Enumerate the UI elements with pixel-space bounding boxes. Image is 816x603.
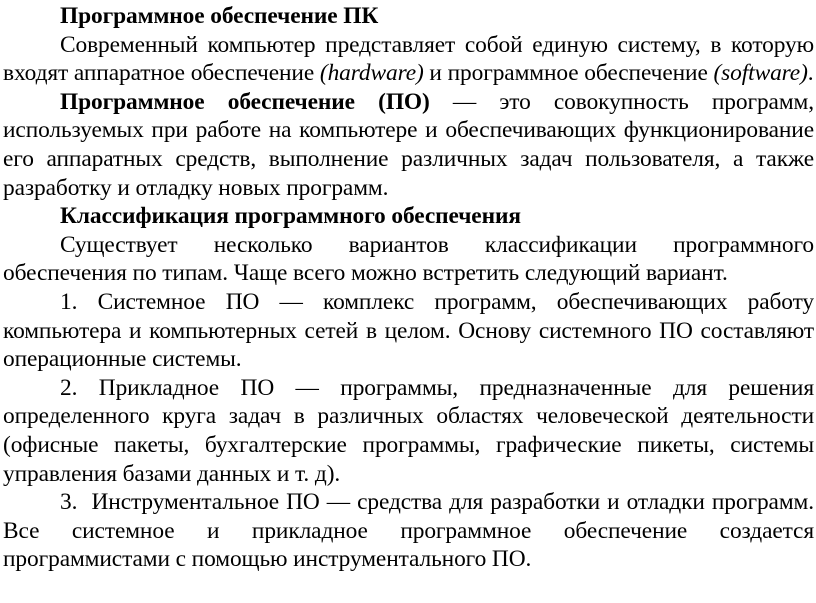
document-title-paragraph: [3, 2, 814, 31]
classification-intro-paragraph: [3, 231, 814, 288]
definition-term: Программное обеспечение (ПО): [60, 88, 430, 115]
intro-paragraph: [3, 31, 814, 88]
definition-text: — это совокупность программ, используемых при работе на компьютере и обеспечивающих функционирование его аппаратных средств, выполнение различных задач пользователя, а также разработку и отладку новых программ.: [3, 88, 814, 201]
list-item-1-number: 1.: [60, 288, 78, 315]
list-item-1: [3, 288, 814, 374]
list-item-2-text: Прикладное ПО — программы, предназначенные для решения определенного круга задач в различных областях человеческой деятельности (офисные пакеты, бухгалтерские программы, графические пикеты, системы управления базами данных и т. д).: [3, 374, 814, 487]
classification-heading: Классификация программного обеспечения: [60, 203, 521, 230]
list-item-3-text: Инструментальное ПО — средства для разработки и отладки программ.: [91, 489, 814, 516]
document-page: [0, 2, 816, 603]
intro-text-2: и программное обеспечение: [423, 60, 714, 87]
definition-paragraph: [3, 88, 814, 202]
classification-intro: Существует несколько вариантов классификации программного обеспечения по типам. Чаще всего можно встретить следующий вариант.: [3, 231, 814, 287]
software-term: (software): [713, 60, 808, 87]
intro-text-1: Современный компьютер представляет собой единую систему, в которую входят аппаратное обеспечение: [3, 31, 814, 87]
classification-heading-paragraph: [3, 202, 814, 231]
list-item-1-text: Системное ПО — комплекс программ, обеспечивающих работу компьютера и компьютерных сетей в целом. Основу системного ПО составляют операционные системы.: [3, 288, 814, 373]
document-title: Программное обеспечение ПК: [60, 3, 379, 29]
list-item-2-number: 2.: [60, 374, 78, 401]
list-item-2: [3, 374, 814, 488]
hardware-term: (hardware): [319, 60, 424, 87]
closing-text: Все системное и прикладное программное обеспечение создается программистами с помощью инструментального ПО.: [3, 517, 814, 573]
intro-text-3: .: [807, 60, 814, 87]
list-item-3-number: 3.: [60, 489, 78, 516]
list-item-3: [3, 488, 814, 574]
